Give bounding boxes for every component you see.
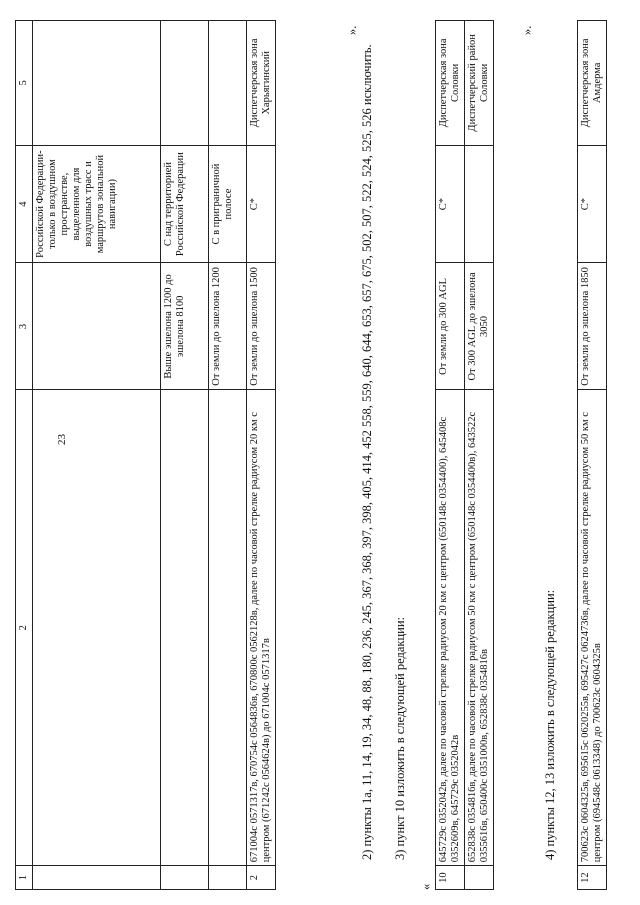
zone-name-cell: Диспетчерская зона Харьягинский xyxy=(247,21,276,146)
table-row xyxy=(209,21,247,890)
coordinates-cell: 700623с 0604325в, 695615с 0620255в, 695427с 0624736в, далее по часовой стрелке радиусом 50 км с центром (694548с 0613348) до 700623с 0604325в xyxy=(578,390,607,866)
altitude-cell: От земли до эшелона 1850 xyxy=(578,263,607,390)
table-row xyxy=(465,21,494,890)
airspace-table-3 xyxy=(577,20,607,890)
table-row xyxy=(33,21,161,890)
row-number: 10 xyxy=(436,866,465,890)
table-row xyxy=(161,21,209,890)
table-row xyxy=(436,21,465,890)
table-cell xyxy=(33,390,161,866)
opening-quote: « xyxy=(419,883,433,890)
table-cell xyxy=(161,390,209,866)
table-cell xyxy=(209,866,247,890)
coordinates-cell: 652838с 0354816в, далее по часовой стрелке радиусом 50 км с центром (650148с 0354400в), 643522с 0355616в, 650400с 0351000в, 652838с 0354816в xyxy=(465,390,494,866)
table-cell: От земли до эшелона 1200 xyxy=(209,263,247,390)
header-cell: 3 xyxy=(16,263,33,390)
class-cell: С* xyxy=(436,145,465,263)
table-row xyxy=(247,21,276,890)
table-cell xyxy=(33,21,161,146)
table-cell: С над территорией Российской Федерации xyxy=(161,145,209,263)
closing-quote: ». xyxy=(520,25,534,35)
zone-name-cell: Диспетчерский район Соловки xyxy=(465,21,494,146)
header-cell: 2 xyxy=(16,390,33,866)
table-cell: С в приграничной полосе xyxy=(209,145,247,263)
table-cell xyxy=(33,263,161,390)
coordinates-cell: 645729с 0352042в, далее по часовой стрелке радиусом 20 км с центром (650148с 0354400), 645408с 0352609в, 645729с 0352042в xyxy=(436,390,465,866)
table-row xyxy=(578,21,607,890)
table-cell xyxy=(465,866,494,890)
class-cell: С* xyxy=(247,145,276,263)
table-cell xyxy=(465,145,494,263)
airspace-table-2 xyxy=(435,20,494,890)
closing-quote: ». xyxy=(345,25,359,35)
paragraph-4: 4) пункты 12, 13 изложить в следующей редакции: xyxy=(543,589,557,860)
table-header-row xyxy=(16,21,33,890)
page-number: 23 xyxy=(56,434,68,445)
table-cell xyxy=(161,21,209,146)
altitude-cell: От земли до эшелона 1500 xyxy=(247,263,276,390)
table-cell xyxy=(209,390,247,866)
header-cell: 1 xyxy=(16,866,33,890)
paragraph-3: 3) пункт 10 изложить в следующей редакции: xyxy=(393,617,407,860)
zone-name-cell: Диспетчерская зона Соловки xyxy=(436,21,465,146)
table-cell: Выше эшелона 1200 до эшелона 8100 xyxy=(161,263,209,390)
header-cell: 5 xyxy=(16,21,33,146)
coordinates-cell: 671004с 0571317в, 670754с 0564836в, 670800с 0562128в, далее по часовой стрелке радиусом 20 км с центром (671242с 0564624в) до 671004с 0571317в xyxy=(247,390,276,866)
altitude-cell: От земли до 300 AGL xyxy=(436,263,465,390)
header-cell: 4 xyxy=(16,145,33,263)
zone-name-cell: Диспетчерская зона Амдерма xyxy=(578,21,607,146)
altitude-cell: От 300 AGL до эшелона 3050 xyxy=(465,263,494,390)
rotated-page-content xyxy=(15,20,625,890)
airspace-table-1 xyxy=(15,20,276,890)
paragraph-2: 2) пункты 1а, 11, 14, 19, 34, 48, 88, 180, 236, 245, 367, 368, 397, 398, 405, 414, 452 558, 559, 640, 644, 653, 657, 675, 502, 507, 522, 524, 525, 526 исключить. xyxy=(360,44,374,860)
row-number: 12 xyxy=(578,866,607,890)
row-number: 2 xyxy=(247,866,276,890)
table-cell xyxy=(209,21,247,146)
table-cell: Российской Федерации-только в воздушном пространстве, выделенном для воздушных трасс и маршрутов зональной навигации) xyxy=(33,145,161,263)
table-cell xyxy=(33,866,161,890)
class-cell: С* xyxy=(578,145,607,263)
table-cell xyxy=(161,866,209,890)
